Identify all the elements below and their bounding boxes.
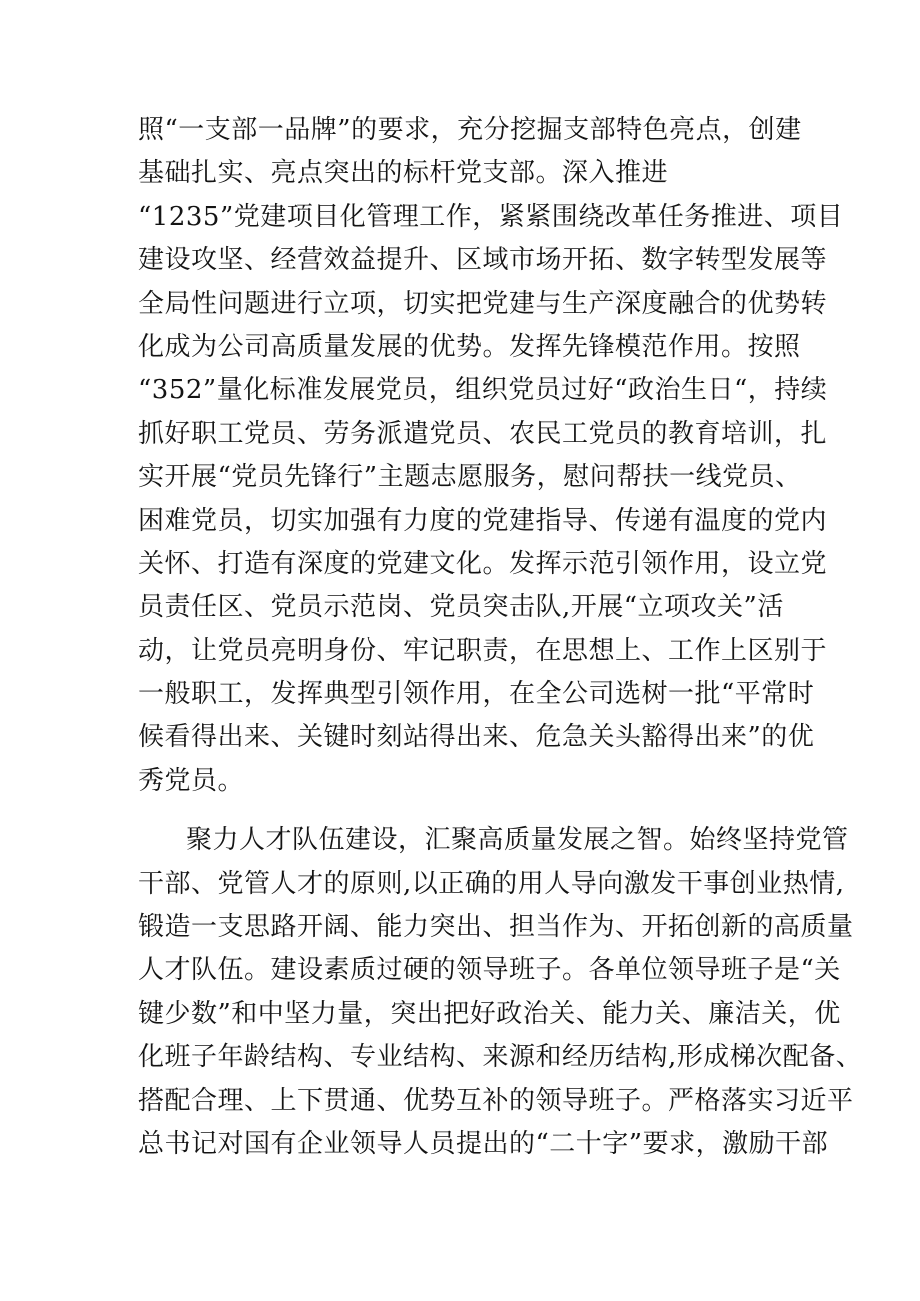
text-line: 关怀、打造有深度的党建文化。发挥示范引领作用，设立党	[138, 548, 828, 579]
text-line: 动，让党员亮明身份、牢记职责，在思想上、工作上区别于	[138, 635, 828, 666]
text-line: 建设攻坚、经营效益提升、区域市场开拓、数字转型发展等	[138, 245, 828, 276]
text-line: 化成为公司高质量发展的优势。发挥先锋模范作用。按照	[138, 331, 801, 362]
text-line: 实开展“党员先锋行”主题志愿服务，慰问帮扶一线党员、	[138, 462, 802, 493]
text-line: 困难党员，切实加强有力度的党建指导、传递有温度的党内	[138, 505, 828, 536]
text-line: 一般职工，发挥典型引领作用，在全公司选树一批“平常时	[138, 679, 815, 710]
text-line-indented: 聚力人才队伍建设，汇聚高质量发展之智。始终坚持党管	[186, 825, 849, 856]
paragraph-spacer	[138, 803, 798, 819]
text-line: 照“一支部一品牌”的要求，充分挖掘支部特色亮点，创建	[138, 115, 802, 145]
text-line: 干部、党管人才的原则,以正确的用人导向激发干事创业热情,	[138, 868, 845, 899]
text-line: 秀党员。	[138, 765, 245, 796]
document-body	[138, 109, 863, 1166]
text-line: 全局性问题进行立项，切实把党建与生产深度融合的优势转	[138, 288, 828, 319]
text-line: 基础扎实、亮点突出的标杆党支部。深入推进	[138, 158, 669, 189]
text-line: 总书记对国有企业领导人员提出的“二十字”要求，激励干部	[138, 1128, 829, 1159]
text-line: “1235”党建项目化管理工作，紧紧围绕改革任务推进、项目	[138, 201, 844, 232]
text-line: 键少数”和中坚力量，突出把好政治关、能力关、廉洁关，优	[138, 998, 841, 1029]
text-line: 抓好职工党员、劳务派遣党员、农民工党员的教育培训，扎	[138, 418, 828, 449]
text-line: 候看得出来、关键时刻站得出来、危急关头豁得出来”的优	[138, 722, 815, 753]
text-line: 人才队伍。建设素质过硬的领导班子。各单位领导班子是“关	[138, 955, 841, 986]
paragraph-2	[138, 819, 863, 1166]
text-line: 搭配合理、上下贯通、优势互补的领导班子。严格落实习近平	[138, 1085, 854, 1116]
text-line: “352”量化标准发展党员，组织党员过好“政治生日“，持续	[138, 375, 828, 406]
text-line: 锻造一支思路开阔、能力突出、担当作为、开拓创新的高质量	[138, 912, 854, 943]
text-line: 员责任区、党员示范岗、党员突击队,开展“立项攻关”活	[138, 592, 784, 623]
text-line: 化班子年龄结构、专业结构、来源和经历结构,形成梯次配备、	[138, 1042, 863, 1073]
paragraph-1	[138, 109, 844, 803]
